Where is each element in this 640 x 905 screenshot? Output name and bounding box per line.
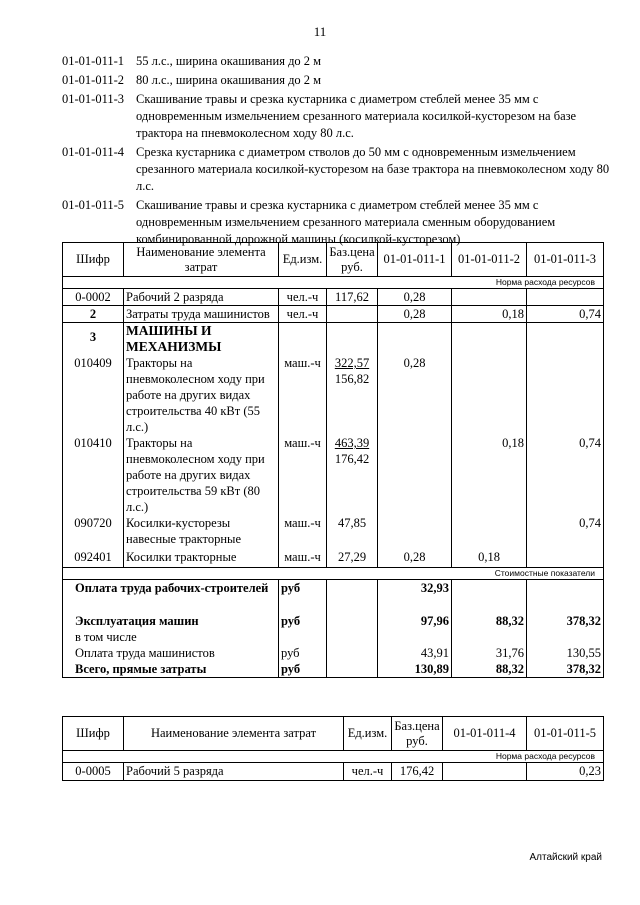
header-col-1: 01-01-011-1 xyxy=(378,243,452,277)
cost-label: Стоимостные показатели xyxy=(63,567,604,579)
description-row xyxy=(62,53,617,70)
section-code: 3 xyxy=(63,323,124,356)
row-name: Тракторы на пневмоколесном ходу при работе на других видах строительства 59 кВт (80 л.с.) xyxy=(124,435,279,515)
row-value-1 xyxy=(378,435,452,515)
norm-label: Норма расхода ресурсов xyxy=(63,277,604,289)
description-code: 01-01-011-3 xyxy=(62,92,125,106)
description-text: 55 л.с., ширина окашивания до 2 м xyxy=(136,54,322,68)
row-unit: чел.-ч xyxy=(279,306,327,323)
cost-value-2 xyxy=(452,579,527,613)
description-code: 01-01-011-1 xyxy=(62,54,125,68)
table-header-row xyxy=(63,243,604,277)
row-unit: маш.-ч xyxy=(279,435,327,515)
price-primary: 463,39 xyxy=(334,436,370,450)
cost-row-total xyxy=(63,661,604,678)
row-name: Тракторы на пневмоколесном ходу при работе на других видах строительства 40 кВт (55 л.с.) xyxy=(124,355,279,435)
row-unit: маш.-ч xyxy=(279,515,327,549)
description-code: 01-01-011-5 xyxy=(62,198,125,212)
row-value-3: 0,74 xyxy=(527,306,604,323)
row-name: Рабочий 2 разряда xyxy=(124,289,279,306)
header-price: Баз.цена руб. xyxy=(392,717,443,751)
row-value-2: 0,18 xyxy=(452,306,527,323)
row-value-3 xyxy=(527,289,604,306)
cost-value-2 xyxy=(452,629,527,645)
cost-unit xyxy=(279,629,327,645)
row-code: 0-0002 xyxy=(63,289,124,306)
row-value-1: 0,28 xyxy=(378,306,452,323)
description-text: Скашивание травы и срезка кустарника с диаметром стеблей менее 35 мм с одновременным измельчением срезанного материала сменным оборудованием комбинированной дорожной машины (косилкой-кусторезом) xyxy=(136,198,556,246)
cost-value-1: 32,93 xyxy=(378,579,452,613)
row-value-3 xyxy=(527,355,604,435)
header-name: Наименование элемента затрат xyxy=(124,243,279,277)
table-row xyxy=(63,355,604,435)
row-name: Рабочий 5 разряда xyxy=(124,763,344,781)
row-name: Косилки-кусторезы навесные тракторные xyxy=(124,515,279,549)
header-col-3: 01-01-011-3 xyxy=(527,243,604,277)
cost-name: Всего, прямые затраты xyxy=(63,661,279,678)
section-descriptions xyxy=(62,53,617,248)
price-secondary: 176,42 xyxy=(334,452,370,466)
cost-value-1: 43,91 xyxy=(378,645,452,661)
footer-region: Алтайский край xyxy=(529,852,602,863)
row-name: Затраты труда машинистов xyxy=(124,306,279,323)
cost-unit: руб xyxy=(279,613,327,629)
row-code: 2 xyxy=(63,306,124,323)
table-row xyxy=(63,323,604,356)
cost-row xyxy=(63,579,604,613)
header-unit: Ед.изм. xyxy=(344,717,392,751)
price-primary: 322,57 xyxy=(334,356,370,370)
row-value-3: 0,74 xyxy=(527,515,604,549)
row-code: 090720 xyxy=(63,515,124,549)
cost-value-3 xyxy=(527,579,604,613)
row-value-2 xyxy=(452,515,527,549)
row-value-3: 0,74 xyxy=(527,435,604,515)
cost-value-2: 31,76 xyxy=(452,645,527,661)
cost-unit: руб xyxy=(279,579,327,613)
description-text: Скашивание травы и срезка кустарника с диаметром стеблей менее 35 мм с одновременным измельчением срезанного материала косилкой-кусторезом на базе трактора на пневмоколесном ходу 80 л.с. xyxy=(136,92,577,140)
cost-value-3: 130,55 xyxy=(527,645,604,661)
header-col-2: 01-01-011-2 xyxy=(452,243,527,277)
header-price: Баз.цена руб. xyxy=(327,243,378,277)
resource-table-2 xyxy=(62,716,604,781)
row-price: 117,62 xyxy=(327,289,378,306)
cost-value-3: 378,32 xyxy=(527,661,604,678)
row-price xyxy=(327,435,378,515)
cost-label-row xyxy=(63,567,604,579)
row-code: 092401 xyxy=(63,549,124,567)
table-header-row xyxy=(63,717,604,751)
table-row xyxy=(63,549,604,567)
row-unit: чел.-ч xyxy=(279,289,327,306)
norm-label-row xyxy=(63,277,604,289)
row-value-1 xyxy=(378,515,452,549)
row-value-2: 0,18 xyxy=(452,549,527,567)
row-value-2 xyxy=(452,289,527,306)
row-value-5: 0,23 xyxy=(527,763,604,781)
row-value-1: 0,28 xyxy=(378,355,452,435)
row-unit: маш.-ч xyxy=(279,355,327,435)
cost-value-1: 130,89 xyxy=(378,661,452,678)
row-code: 010410 xyxy=(63,435,124,515)
row-value-1: 0,28 xyxy=(378,289,452,306)
cost-unit: руб xyxy=(279,661,327,678)
row-unit: маш.-ч xyxy=(279,549,327,567)
norm-label: Норма расхода ресурсов xyxy=(63,751,604,763)
row-price xyxy=(327,306,378,323)
row-name: Косилки тракторные xyxy=(124,549,279,567)
cost-name: Эксплуатация машин xyxy=(63,613,279,629)
cost-row xyxy=(63,613,604,629)
header-col-5: 01-01-011-5 xyxy=(527,717,604,751)
row-value-2: 0,18 xyxy=(452,435,527,515)
table-row xyxy=(63,306,604,323)
row-price xyxy=(327,355,378,435)
description-row xyxy=(62,91,617,142)
section-title: МАШИНЫ И МЕХАНИЗМЫ xyxy=(124,323,279,356)
row-price: 176,42 xyxy=(392,763,443,781)
norm-label-row xyxy=(63,751,604,763)
cost-unit: руб xyxy=(279,645,327,661)
cost-name: в том числе xyxy=(63,629,279,645)
header-code: Шифр xyxy=(63,243,124,277)
header-col-4: 01-01-011-4 xyxy=(443,717,527,751)
description-row xyxy=(62,72,617,89)
table-row xyxy=(63,289,604,306)
row-value-4 xyxy=(443,763,527,781)
description-row xyxy=(62,197,617,248)
row-price: 47,85 xyxy=(327,515,378,549)
table-row xyxy=(63,763,604,781)
price-secondary: 156,82 xyxy=(334,372,370,386)
cost-value-1 xyxy=(378,629,452,645)
row-code: 0-0005 xyxy=(63,763,124,781)
row-value-3 xyxy=(527,549,604,567)
description-text: 80 л.с., ширина окашивания до 2 м xyxy=(136,73,322,87)
row-unit: чел.-ч xyxy=(344,763,392,781)
cost-value-3 xyxy=(527,629,604,645)
row-code: 010409 xyxy=(63,355,124,435)
cost-name: Оплата труда машинистов xyxy=(63,645,279,661)
header-unit: Ед.изм. xyxy=(279,243,327,277)
description-code: 01-01-011-2 xyxy=(62,73,125,87)
description-text: Срезка кустарника с диаметром стволов до 50 мм с одновременным измельчением срезанного материала косилкой-кусторезом на базе трактора на пневмоколесном ходу 80 л.с. xyxy=(136,145,610,193)
cost-value-2: 88,32 xyxy=(452,613,527,629)
description-row xyxy=(62,144,617,195)
table-row xyxy=(63,515,604,549)
row-value-2 xyxy=(452,355,527,435)
cost-value-1: 97,96 xyxy=(378,613,452,629)
cost-value-3: 378,32 xyxy=(527,613,604,629)
cost-value-2: 88,32 xyxy=(452,661,527,678)
row-value-1: 0,28 xyxy=(378,549,452,567)
table-row xyxy=(63,435,604,515)
resource-table-1 xyxy=(62,242,604,678)
header-name: Наименование элемента затрат xyxy=(124,717,344,751)
page-number: 11 xyxy=(313,24,327,39)
cost-row xyxy=(63,629,604,645)
header-code: Шифр xyxy=(63,717,124,751)
description-code: 01-01-011-4 xyxy=(62,145,125,159)
row-price: 27,29 xyxy=(327,549,378,567)
cost-row xyxy=(63,645,604,661)
cost-name: Оплата труда рабочих-строителей xyxy=(63,579,279,613)
